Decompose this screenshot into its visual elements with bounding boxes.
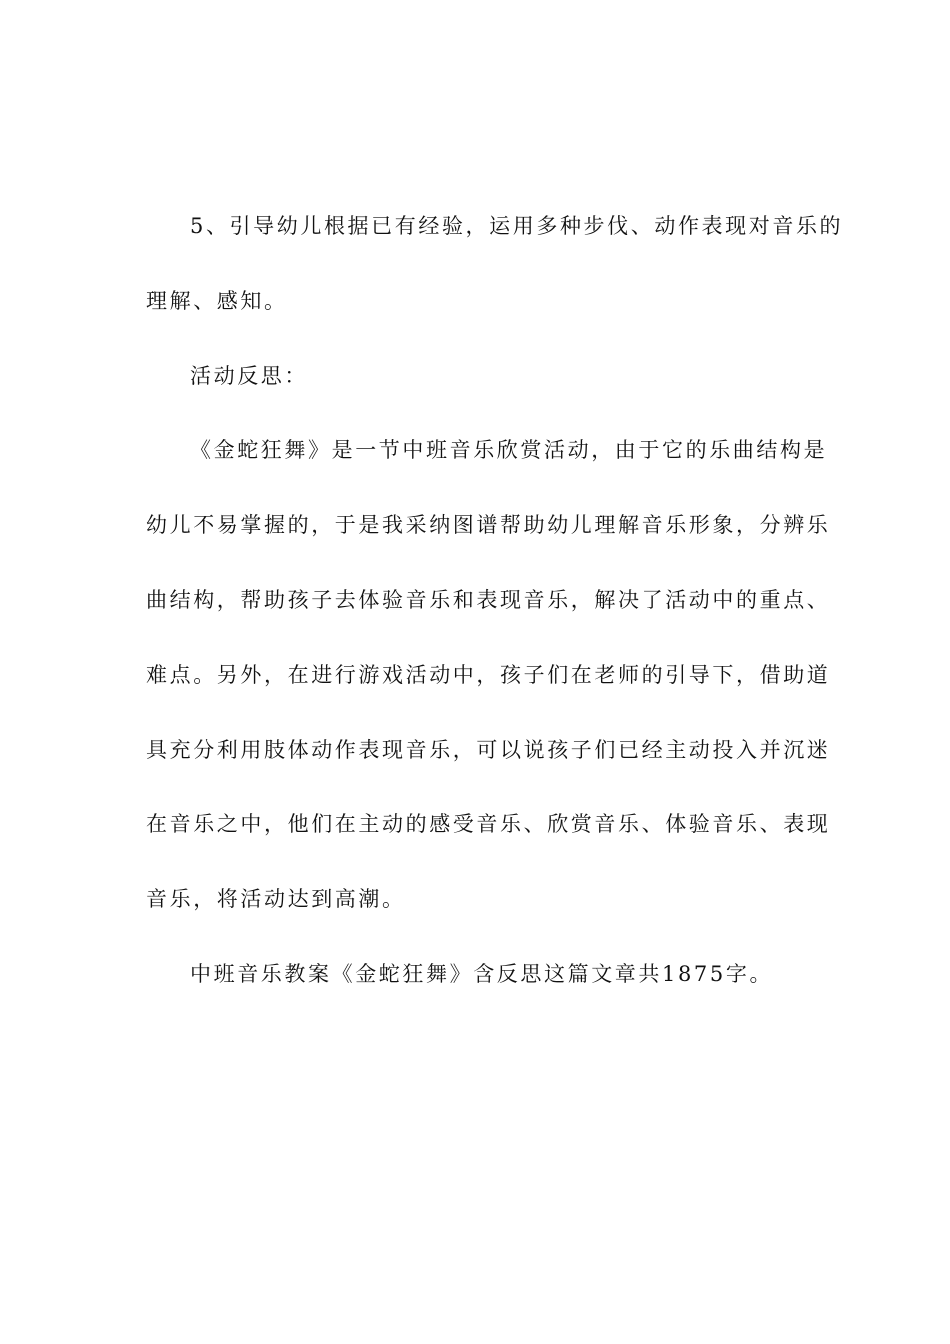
paragraph-line: 5、引导幼儿根据已有经验，运用多种步伐、动作表现对音乐的 [190, 214, 844, 238]
paragraph-line: 幼儿不易掌握的，于是我采纳图谱帮助幼儿理解音乐形象，分辨乐 [146, 513, 831, 537]
paragraph-line: 理解、感知。 [146, 289, 288, 313]
paragraph-line: 曲结构，帮助孩子去体验音乐和表现音乐，解决了活动中的重点、 [146, 588, 831, 612]
paragraph-line: 音乐，将活动达到高潮。 [146, 887, 406, 911]
paragraph-line: 在音乐之中，他们在主动的感受音乐、欣赏音乐、体验音乐、表现 [146, 812, 831, 836]
paragraph-line: 《金蛇狂舞》是一节中班音乐欣赏活动，由于它的乐曲结构是 [190, 438, 828, 462]
paragraph-line: 难点。另外，在进行游戏活动中，孩子们在老师的引导下，借助道 [146, 663, 831, 687]
word-count-note: 中班音乐教案《金蛇狂舞》含反思这篇文章共1875字。 [190, 962, 774, 986]
section-heading: 活动反思： [190, 364, 308, 388]
paragraph-line: 具充分利用肢体动作表现音乐，可以说孩子们已经主动投入并沉迷 [146, 738, 831, 762]
